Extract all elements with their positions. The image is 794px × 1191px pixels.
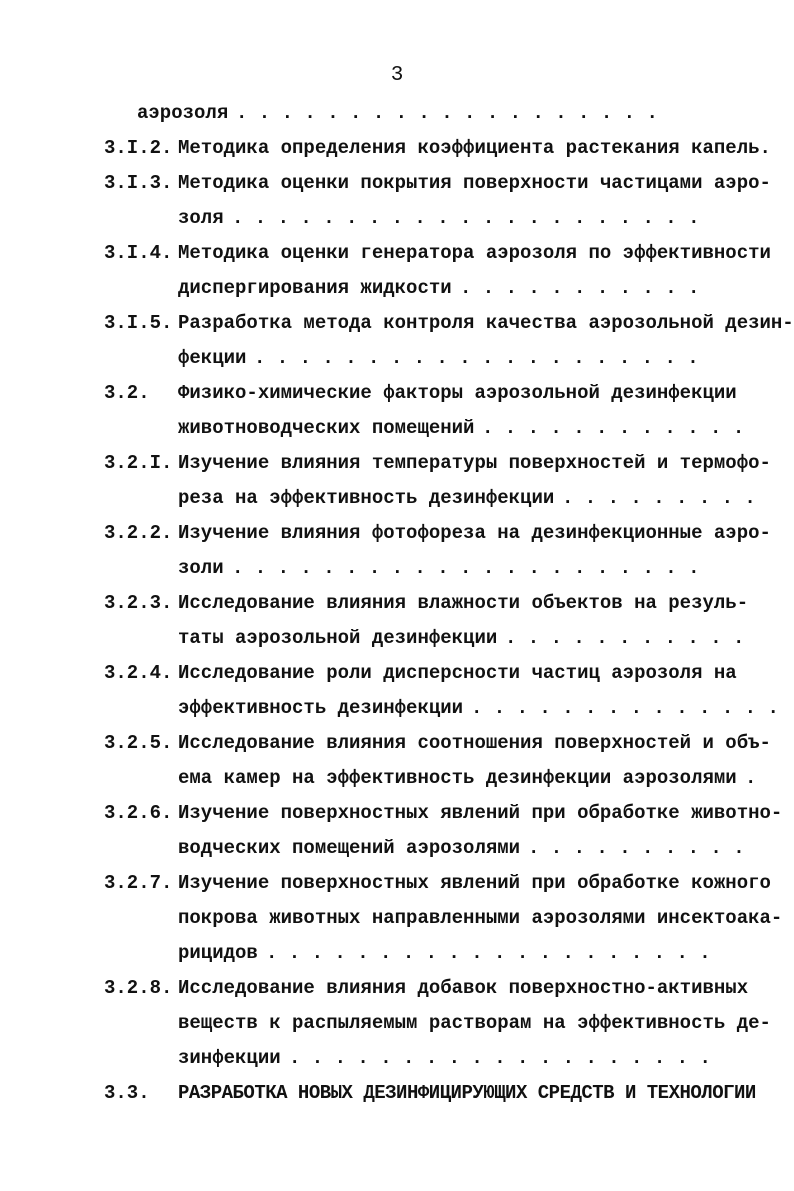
toc-entry-title: Разработка метода контроля качества аэрозольной дезин-: [178, 312, 794, 334]
toc-dot-leader: . . . . . . . . . . . . . . . . . . .: [236, 102, 658, 124]
toc-dot-leader: . . . . . . . . . . . . . . . . . . . .: [266, 942, 711, 964]
toc-entry-number: 3.2.2.: [104, 522, 173, 544]
toc-entry-title: Исследование влияния добавок поверхностно-активных: [178, 977, 749, 999]
toc-entry-title: ема камер на эффективность дезинфекции аэрозолями: [178, 767, 737, 789]
toc-entry-number: 3.2.6.: [104, 802, 173, 824]
toc-entry-title: Методика определения коэффициента растекания капель.: [178, 137, 771, 159]
toc-entry-title: Изучение влияния фотофореза на дезинфекционные аэро-: [178, 522, 771, 544]
toc-entry-title: Изучение влияния температуры поверхностей и термофо-: [178, 452, 771, 474]
toc-entry-number: 3.2.4.: [104, 662, 173, 684]
toc-entry-title: Исследование влияния соотношения поверхностей и объ-: [178, 732, 771, 754]
toc-entry-number: 3.I.3.: [104, 172, 173, 194]
toc-dot-leader: . . . . . . . . . . . . . . . . . . . .: [254, 347, 699, 369]
toc-entry-number: 3.2.7.: [104, 872, 173, 894]
toc-dot-leader: .: [745, 767, 757, 789]
toc-entry-number: 3.3.: [104, 1082, 150, 1104]
toc-dot-leader: . . . . . . . . .: [562, 487, 756, 509]
toc-entry-title: эффективность дезинфекции: [178, 697, 464, 719]
toc-entry-title: водческих помещений аэрозолями: [178, 837, 521, 859]
toc-entry-number: 3.2.5.: [104, 732, 173, 754]
toc-entry-title: золя: [178, 207, 224, 229]
toc-entry-number: 3.2.I.: [104, 452, 173, 474]
toc-dot-leader: . . . . . . . . . . . . . . . . . . .: [289, 1047, 711, 1069]
toc-dot-leader: . . . . . . . . . . .: [460, 277, 700, 299]
toc-dot-leader: . . . . . . . . . .: [528, 837, 745, 859]
toc-entry-title: РАЗРАБОТКА НОВЫХ ДЕЗИНФИЦИРУЮЩИХ СРЕДСТВ И ТЕХНОЛОГИИ: [178, 1082, 756, 1104]
toc-entry-title: покрова животных направленными аэрозолями инсектоака-: [178, 907, 783, 929]
toc-entry-title: таты аэрозольной дезинфекции: [178, 627, 498, 649]
toc-entry-title: диспергирования жидкости: [178, 277, 452, 299]
toc-dot-leader: . . . . . . . . . . .: [505, 627, 745, 649]
toc-entry-title: реза на эффективность дезинфекции: [178, 487, 555, 509]
toc-entry-title: зинфекции: [178, 1047, 281, 1069]
toc-entry-title: Изучение поверхностных явлений при обработке кожного: [178, 872, 771, 894]
toc-entry-title: Изучение поверхностных явлений при обработке животно-: [178, 802, 783, 824]
toc-entry-number: 3.I.2.: [104, 137, 173, 159]
toc-entry-title: золи: [178, 557, 224, 579]
toc-entry-number: 3.I.4.: [104, 242, 173, 264]
toc-entry-title: животноводческих помещений: [178, 417, 475, 439]
page-number: 3: [390, 64, 404, 87]
toc-dot-leader: . . . . . . . . . . . . . . . . . . . . .: [232, 207, 700, 229]
toc-entry-number: 3.2.3.: [104, 592, 173, 614]
toc-dot-leader: . . . . . . . . . . . . . .: [471, 697, 779, 719]
toc-dot-leader: . . . . . . . . . . . .: [482, 417, 745, 439]
toc-entry-title: Исследование роли дисперсности частиц аэрозоля на: [178, 662, 737, 684]
toc-entry-title: фекции: [178, 347, 247, 369]
toc-entry-title: Исследование влияния влажности объектов на резуль-: [178, 592, 749, 614]
toc-dot-leader: . . . . . . . . . . . . . . . . . . . . .: [232, 557, 700, 579]
toc-entry-number: 3.I.5.: [104, 312, 173, 334]
toc-entry-number: 3.2.8.: [104, 977, 173, 999]
toc-entry-title: веществ к распыляемым растворам на эффективность де-: [178, 1012, 771, 1034]
toc-entry-title: Методика оценки генератора аэрозоля по эффективности: [178, 242, 771, 264]
toc-entry-number: 3.2.: [104, 382, 150, 404]
toc-entry-title: аэрозоля: [137, 102, 229, 124]
toc-entry-title: Физико-химические факторы аэрозольной дезинфекции: [178, 382, 737, 404]
toc-entry-title: рицидов: [178, 942, 258, 964]
toc-entry-title: Методика оценки покрытия поверхности частицами аэро-: [178, 172, 771, 194]
